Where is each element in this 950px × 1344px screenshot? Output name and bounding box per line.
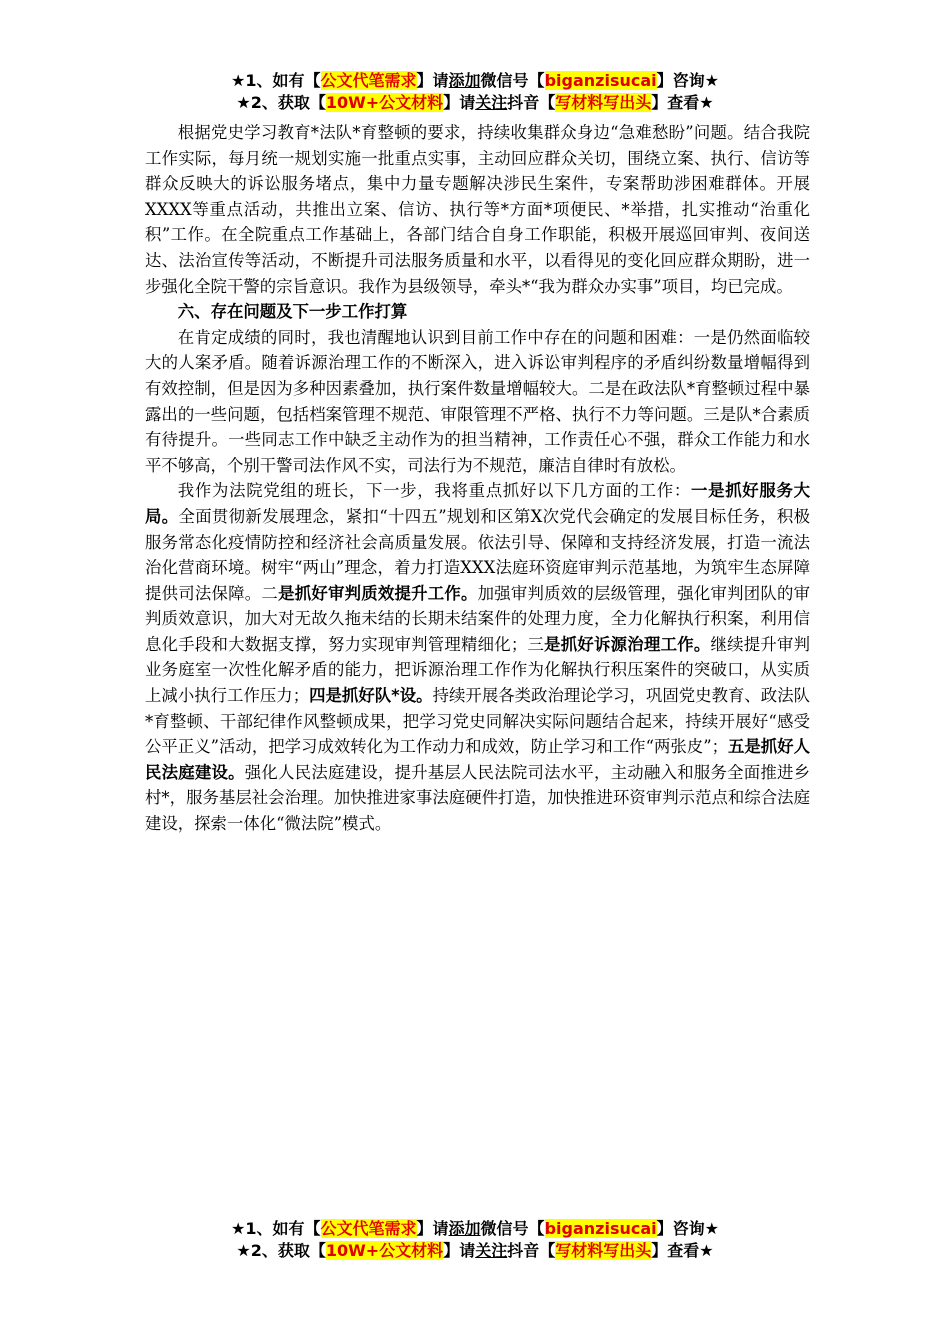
bold-point-5: 五是抓好人民法庭建设。 [145,737,810,782]
promo-line-2: ★2、获取【10W+公文材料】请关注抖音【写材料写出头】查看★ [236,93,714,112]
highlight-wechat-id-bottom: biganzisucai [544,1219,657,1238]
highlight-douyin-bottom: 写材料写出头 [555,1241,652,1260]
bold-point-1: 一是抓好服务大局。 [145,481,811,526]
paragraph-next-steps: 我作为法院党组的班长，下一步，我将重点抓好以下几方面的工作：一是抓好服务大局。全面贯彻新发展理念，紧扣“十四五”规划和区第X次党代会确定的发展目标任务，积极服务常态化疫情防控和经济社会高质量发展。依法引导、保障和支持经济发展，打造一流法治化营商环境。树牢“两山”理念，着力打造XXX法庭环资庭审判示范基地，为筑牢生态屏障提供司法保障。二是抓好审判质效提升工作。加强审判质效的层级管理，强化审判团队的审判质效意识，加大对无故久拖未结的长期未结案件的处理力度，全力化解执行积案，利用信息化手段和大数据支撑，努力实现审判管理精细化；三是抓好诉源治理工作。继续提升审判业务庭室一次性化解矛盾的能力，把诉源治理工作作为化解执行积压案件的突破口，从实质上减小执行工作压力；四是抓好队*设。持续开展各类政治理论学习，巩固党史教育、政法队*育整顿、干部纪律作风整顿成果，把学习党史同解决实际问题结合起来，持续开展好“感受公平正义”活动，把学习成效转化为工作动力和成效，防止学习和工作“两张皮”；五是抓好人民法庭建设。强化人民法庭建设，提升基层人民法院司法水平，主动融入和服务全面推进乡村*，服务基层社会治理。加快推进家事法庭硬件打造，加快推进环资审判示范点和综合法庭建设，探索一体化“微法院”模式。 [145,481,811,834]
paragraph-problems: 在肯定成绩的同时，我也清醒地认识到目前工作中存在的问题和困难：一是仍然面临较大的人案矛盾。随着诉源治理工作的不断深入，进入诉讼审判程序的矛盾纠纷数量增幅得到有效控制，但是因为多种因素叠加，执行案件数量增幅较大。二是在政法队*育整顿过程中暴露出的一些问题，包括档案管理不规范、审限管理不严格、执行不力等问题。三是队*合素质有待提升。一些同志工作中缺乏主动作为的担当精神，工作责任心不强，群众工作能力和水平不够高，个别干警司法作风不实，司法行为不规范，廉洁自律时有放松。 [145,327,810,475]
promo-line-1-bottom: ★1、如有【公文代笔需求】请添加微信号【biganzisucai】咨询★ [231,1219,719,1238]
bold-point-2: 是抓好审判质效提升工作。 [278,583,478,603]
bold-point-3: 是抓好诉源治理工作。 [544,634,711,654]
promo-line-1: ★1、如有【公文代笔需求】请添加微信号【biganzisucai】咨询★ [231,71,719,90]
promo-banner-top [0,70,950,114]
highlight-ghostwriting: 公文代笔需求 [320,71,417,90]
promo-banner-bottom [0,1218,950,1262]
promo-line-2-bottom: ★2、获取【10W+公文材料】请关注抖音【写材料写出头】查看★ [236,1241,714,1260]
document-body [145,120,810,837]
highlight-ghostwriting-bottom: 公文代笔需求 [320,1219,417,1238]
section-heading: 六、存在问题及下一步工作打算 [177,302,408,322]
highlight-materials-bottom: 10W+公文材料 [325,1241,444,1260]
bold-point-4: 四是抓好队*设。 [309,686,433,706]
highlight-materials: 10W+公文材料 [325,93,444,112]
paragraph-practical-matters: 根据党史学习教育*法队*育整顿的要求，持续收集群众身边“急难愁盼”问题。结合我院工作实际，每月统一规划实施一批重点实事，主动回应群众关切，围绕立案、执行、信访等群众反映大的诉讼服务堵点，集中力量专题解决涉民生案件，专案帮助涉困难群体。开展XXXX等重点活动，共推出立案、信访、执行等*方面*项便民、*举措，扎实推动“治重化积”工作。在全院重点工作基础上，各部门结合自身工作职能，积极开展巡回审判、夜间送达、法治宣传等活动，不断提升司法服务质量和水平，以看得见的变化回应群众期盼，进一步强化全院干警的宗旨意识。我作为县级领导，牵头*“我为群众办实事”项目，均已完成。 [145,123,810,296]
highlight-douyin: 写材料写出头 [555,93,652,112]
highlight-wechat-id: biganzisucai [544,71,657,90]
